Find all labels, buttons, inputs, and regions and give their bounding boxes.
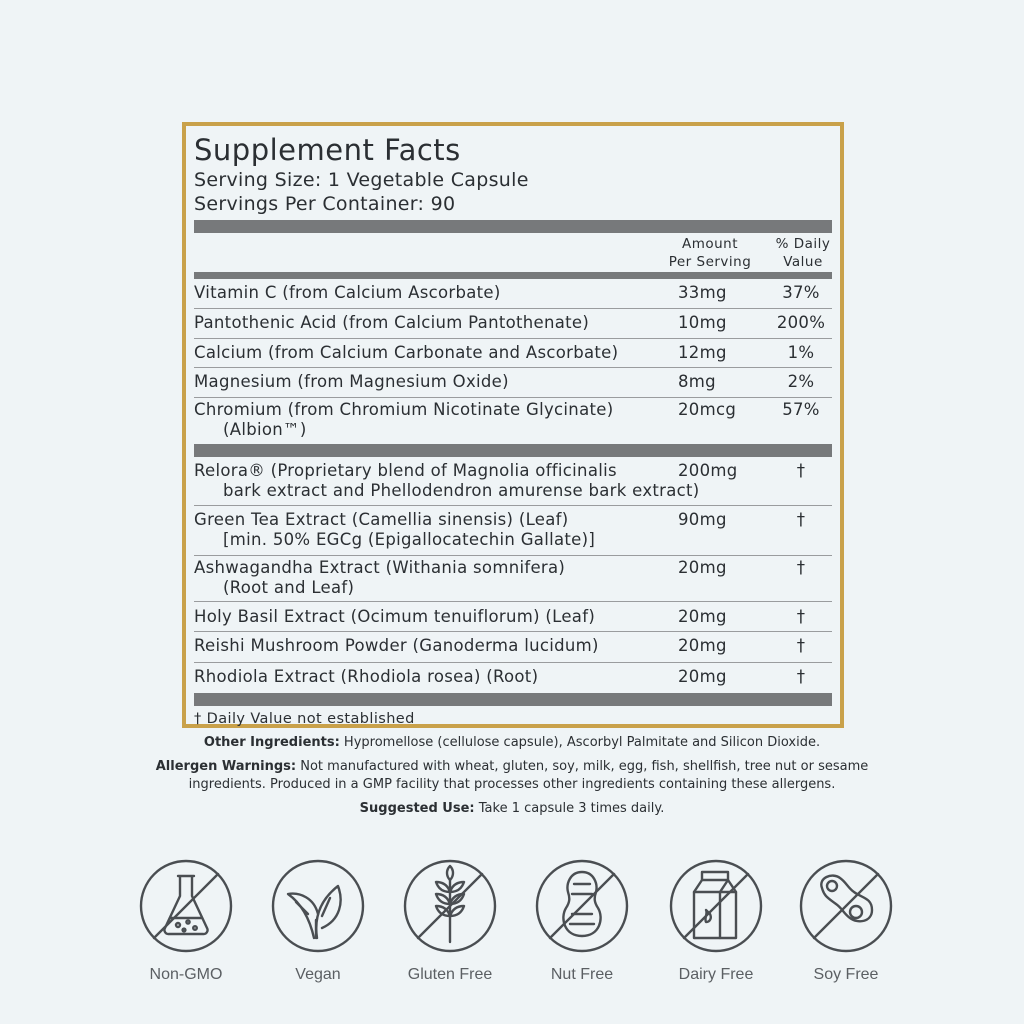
flask-icon bbox=[138, 858, 234, 954]
badge-dairy-free: Dairy Free bbox=[656, 858, 776, 984]
serving-size: Serving Size: 1 Vegetable Capsule bbox=[194, 169, 529, 191]
daily-value-header: % Daily Value bbox=[775, 236, 831, 270]
table-row: Green Tea Extract (Camellia sinensis) (Leaf) [min. 50% EGCg (Epigallocatechin Gallate)] 90mg † bbox=[194, 506, 832, 556]
table-row: Calcium (from Calcium Carbonate and Ascorbate) 12mg 1% bbox=[194, 339, 832, 368]
soybean-icon bbox=[798, 858, 894, 954]
badge-row bbox=[0, 858, 1024, 998]
milk-carton-icon bbox=[668, 858, 764, 954]
wheat-icon bbox=[402, 858, 498, 954]
product-notes bbox=[0, 734, 1024, 824]
column-header bbox=[194, 233, 832, 272]
table-row: Magnesium (from Magnesium Oxide) 8mg 2% bbox=[194, 368, 832, 398]
divider-bar bbox=[194, 444, 832, 457]
footnote: † Daily Value not established bbox=[194, 711, 415, 727]
leaf-icon bbox=[270, 858, 366, 954]
table-row: Chromium (from Chromium Nicotinate Glycinate) (Albion™) 20mcg 57% bbox=[194, 400, 820, 439]
divider-bar bbox=[194, 693, 832, 706]
badge-nut-free: Nut Free bbox=[522, 858, 642, 984]
divider-bar bbox=[194, 272, 832, 279]
table-row: Vitamin C (from Calcium Ascorbate) 33mg 37% bbox=[194, 279, 832, 309]
table-row: Reishi Mushroom Powder (Ganoderma lucidum) 20mg † bbox=[194, 632, 832, 663]
table-row: Holy Basil Extract (Ocimum tenuiflorum) (Leaf) 20mg † bbox=[194, 602, 832, 632]
table-row: Ashwagandha Extract (Withania somnifera) (Root and Leaf) 20mg † bbox=[194, 556, 832, 602]
supplement-facts-panel bbox=[182, 122, 844, 728]
suggested-use: Suggested Use: Take 1 capsule 3 times daily. bbox=[359, 801, 665, 816]
table-row: Pantothenic Acid (from Calcium Pantothenate) 10mg 200% bbox=[194, 309, 832, 339]
badge-soy-free: Soy Free bbox=[786, 858, 906, 984]
table-row: Relora® (Proprietary blend of Magnolia officinalis bark extract and Phellodendron amurense bark extract) 200mg † bbox=[194, 457, 832, 506]
amount-header: Amount Per Serving bbox=[668, 236, 752, 270]
peanut-icon bbox=[534, 858, 630, 954]
table-row: Rhodiola Extract (Rhodiola rosea) (Root) 20mg † bbox=[194, 667, 806, 686]
divider-bar bbox=[194, 220, 832, 233]
other-ingredients: Other Ingredients: Hypromellose (cellulose capsule), Ascorbyl Palmitate and Silicon Dioxide. bbox=[203, 735, 821, 750]
servings-per-container: Servings Per Container: 90 bbox=[194, 193, 456, 215]
badge-non-gmo: Non-GMO bbox=[126, 858, 246, 984]
badge-gluten-free: Gluten Free bbox=[390, 858, 510, 984]
allergen-warnings: Allergen Warnings: Not manufactured with wheat, gluten, soy, milk, egg, fish, shellfish, tree nut or sesame ingredients. Produced in a GMP facility that processes other ingredients containing these allergens. bbox=[155, 759, 869, 792]
vitamins-section bbox=[194, 279, 832, 444]
facts-title: Supplement Facts bbox=[194, 133, 461, 167]
extracts-section bbox=[194, 457, 832, 693]
badge-vegan: Vegan bbox=[258, 858, 378, 984]
